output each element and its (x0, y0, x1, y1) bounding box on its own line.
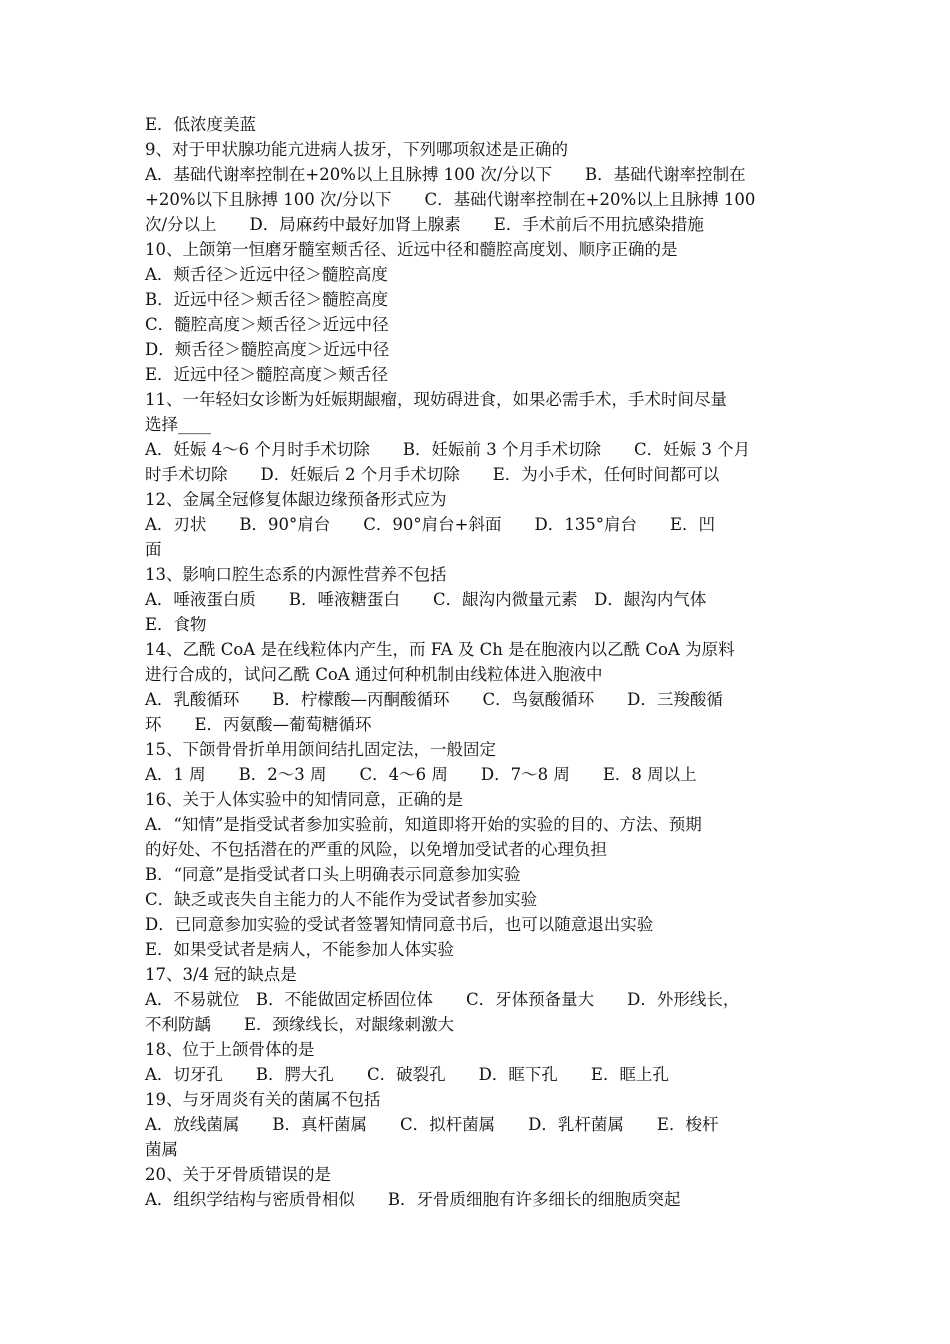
question-13-stem: 13、影响口腔生态系的内源性营养不包括 (145, 565, 447, 584)
text-line: C．髓腔高度＞颊舌径＞近远中径 (145, 315, 389, 334)
question-9-stem: 9、对于甲状腺功能亢进病人拔牙，下列哪项叙述是正确的 (145, 140, 568, 159)
text-line: A．放线菌属 B．真杆菌属 C．拟杆菌属 D．乳杆菌属 E．梭杆 (145, 1115, 719, 1134)
question-20-stem: 20、关于牙骨质错误的是 (145, 1165, 331, 1184)
question-10-stem: 10、上颌第一恒磨牙髓室颊舌径、近远中径和髓腔高度划、顺序正确的是 (145, 240, 678, 259)
question-16-stem: 16、关于人体实验中的知情同意，正确的是 (145, 790, 463, 809)
text-line: A．唾液蛋白质 B．唾液糖蛋白 C．龈沟内微量元素 D．龈沟内气体 (145, 590, 707, 609)
text-line: D．颊舌径＞髓腔高度＞近远中径 (145, 340, 390, 359)
text-line: A．刃状 B．90°肩台 C．90°肩台+斜面 D．135°肩台 E．凹 (145, 515, 715, 534)
text-line: 菌属 (145, 1140, 178, 1159)
text-line: 的好处、不包括潜在的严重的风险，以免增加受试者的心理负担 (145, 840, 607, 859)
text-line: D．已同意参加实验的受试者签署知情同意书后，也可以随意退出实验 (145, 915, 654, 934)
text-line: A．基础代谢率控制在+20%以上且脉搏 100 次/分以下 B．基础代谢率控制在 (145, 165, 746, 184)
text-line: +20%以下且脉搏 100 次/分以下 C．基础代谢率控制在+20%以上且脉搏 100 (145, 190, 756, 209)
text-line: 时手术切除 D．妊娠后 2 个月手术切除 E．为小手术，任何时间都可以 (145, 465, 720, 484)
text-line: A．切牙孔 B．腭大孔 C．破裂孔 D．眶下孔 E．眶上孔 (145, 1065, 669, 1084)
text-line: E．低浓度美蓝 (145, 115, 257, 134)
text-line: A．1 周 B．2～3 周 C．4～6 周 D．7～8 周 E．8 周以上 (145, 765, 697, 784)
text-line: 面 (145, 540, 162, 559)
question-14-stem: 14、乙酰 CoA 是在线粒体内产生，而 FA 及 Ch 是在胞液内以乙酰 CoA 为原料 (145, 640, 735, 659)
text-line: A．乳酸循环 B．柠檬酸—丙酮酸循环 C．鸟氨酸循环 D．三羧酸循 (145, 690, 723, 709)
text-line: C．缺乏或丧失自主能力的人不能作为受试者参加实验 (145, 890, 538, 909)
text-line: A．组织学结构与密质骨相似 B．牙骨质细胞有许多细长的细胞质突起 (145, 1190, 681, 1209)
question-18-stem: 18、位于上颌骨体的是 (145, 1040, 315, 1059)
question-12-stem: 12、金属全冠修复体龈边缘预备形式应为 (145, 490, 447, 509)
text-line: 环 E．丙氨酸—葡萄糖循环 (145, 715, 372, 734)
question-19-stem: 19、与牙周炎有关的菌属不包括 (145, 1090, 381, 1109)
text-line: B．“同意”是指受试者口头上明确表示同意参加实验 (145, 865, 521, 884)
question-15-stem: 15、下颌骨骨折单用颌间结扎固定法，一般固定 (145, 740, 496, 759)
text-line: E．近远中径＞髓腔高度＞颊舌径 (145, 365, 389, 384)
text-line: B．近远中径＞颊舌径＞髓腔高度 (145, 290, 389, 309)
text-line: 次/分以上 D．局麻药中最好加肾上腺素 E．手术前后不用抗感染措施 (145, 215, 704, 234)
text-line: 选择____ (145, 415, 211, 434)
text-line: 不利防龋 E．颈缘线长，对龈缘刺激大 (145, 1015, 455, 1034)
text-line: 进行合成的，试问乙酰 CoA 通过何种机制由线粒体进入胞液中 (145, 665, 603, 684)
text-line: E．如果受试者是病人，不能参加人体实验 (145, 940, 455, 959)
document-page (145, 112, 810, 1212)
text-line: E．食物 (145, 615, 207, 634)
text-line: A．妊娠 4～6 个月时手术切除 B．妊娠前 3 个月手术切除 C．妊娠 3 个月 (145, 440, 751, 459)
question-17-stem: 17、3/4 冠的缺点是 (145, 965, 297, 984)
question-11-stem: 11、一年轻妇女诊断为妊娠期龈瘤，现妨碍进食，如果必需手术，手术时间尽量 (145, 390, 727, 409)
text-line: A．颊舌径＞近远中径＞髓腔高度 (145, 265, 388, 284)
text-line: A．不易就位 B．不能做固定桥固位体 C．牙体预备量大 D．外形线长， (145, 990, 740, 1009)
text-line: A．“知情”是指受试者参加实验前，知道即将开始的实验的目的、方法、预期 (145, 815, 702, 834)
